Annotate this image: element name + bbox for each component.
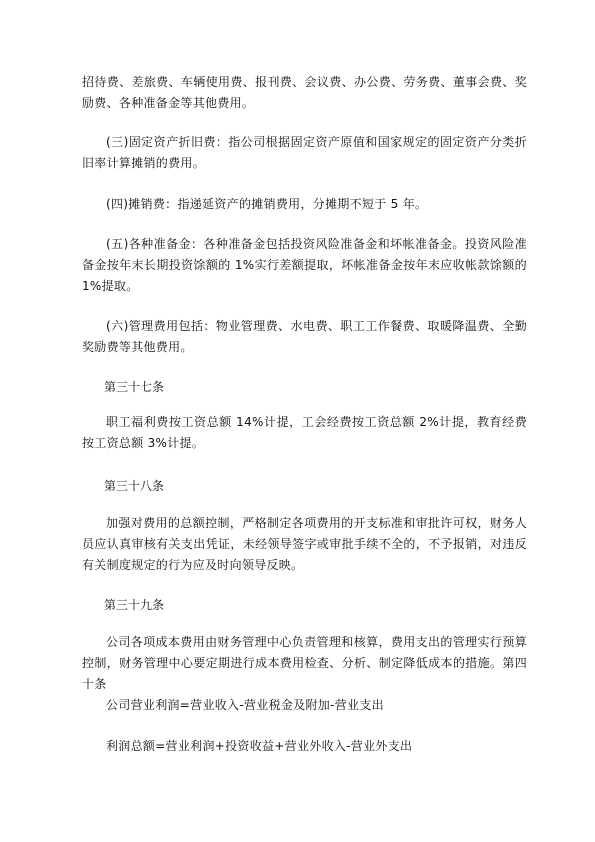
article-38-body: 加强对费用的总额控制，严格制定各项费用的开支标准和审批许可权，财务人员应认真审核有关支出凭证，未经领导签字或审批手续不全的，不予报销，对违反有关制度规定的行为应及时向领导反映。	[82, 516, 527, 572]
operating-profit-formula: 公司营业利润=营业收入-营业税金及附加-营业支出	[106, 698, 384, 712]
paragraph-amortization: (四)摊销费：指递延资产的摊销费用，分摊期不短于 5 年。	[106, 197, 428, 211]
paragraph-depreciation: (三)固定资产折旧费：指公司根据固定资产原值和国家规定的固定资产分类折旧率计算摊销的费用。	[82, 135, 527, 170]
paragraph-reserves: (五)各种准备金：各种准备金包括投资风险准备金和坏帐准备金。投资风险准备金按年末长期投资馀额的 1%实行差额提取，坏帐准备金按年末应收帐款馀额的 1%提取。	[82, 237, 527, 293]
paragraph-management-fees: (六)管理费用包括：物业管理费、水电费、职工工作餐费、取暖降温费、全勤奖励费等其他费用。	[82, 319, 527, 354]
article-37-heading: 第三十七条	[104, 380, 165, 394]
paragraph-expense-list: 招待费、差旅费、车辆使用费、报刊费、会议费、办公费、劳务费、董事会费、奖励费、各种准备金等其他费用。	[82, 75, 527, 110]
article-38-heading: 第三十八条	[104, 479, 165, 493]
article-39-body: 公司各项成本费用由财务管理中心负责管理和核算，费用支出的管理实行预算控制，财务管理中心要定期进行成本费用检查、分析、制定降低成本的措施。第四十条	[82, 635, 527, 691]
total-profit-formula: 利润总额=营业利润+投资收益+营业外收入-营业外支出	[106, 739, 413, 753]
article-37-body: 职工福利费按工资总额 14%计提，工会经费按工资总额 2%计提，教育经费按工资总额 3%计提。	[82, 415, 527, 450]
article-39-heading: 第三十九条	[104, 598, 165, 612]
